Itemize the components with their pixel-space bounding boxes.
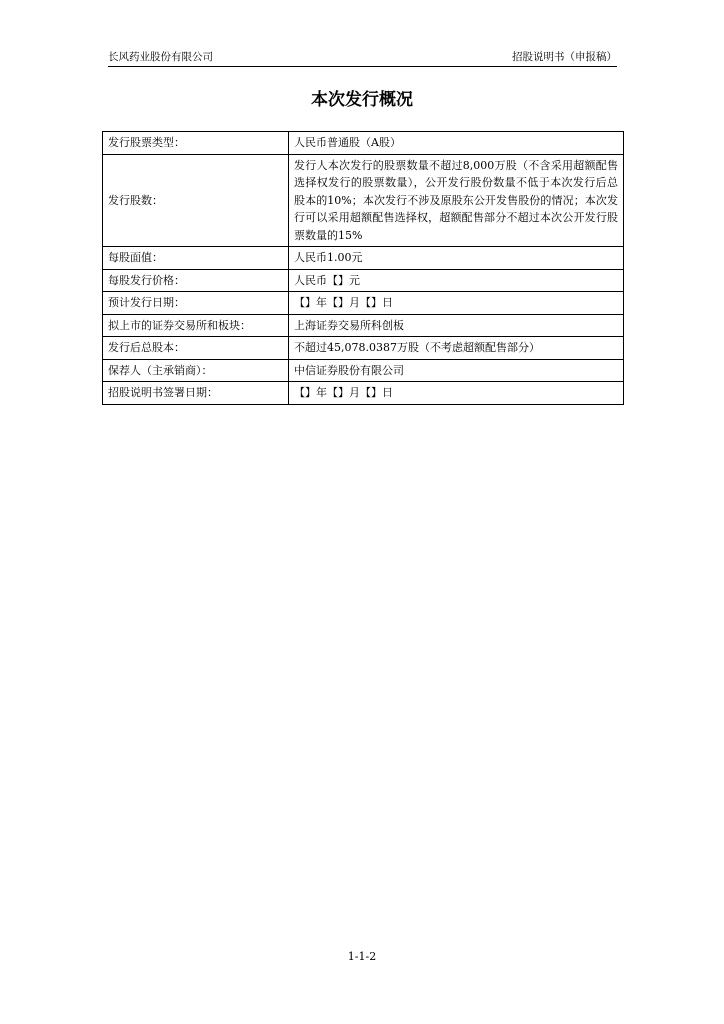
row-label: 每股发行价格： xyxy=(103,269,289,292)
row-value: 上海证券交易所科创板 xyxy=(289,314,624,337)
row-label: 预计发行日期： xyxy=(103,292,289,315)
row-value: 【】年【】月【】日 xyxy=(289,292,624,315)
page-number: 1-1-2 xyxy=(347,950,377,963)
row-label: 发行后总股本： xyxy=(103,337,289,360)
table-row-stock-type xyxy=(103,132,624,155)
table-row-listing-exchange xyxy=(103,314,624,337)
row-label: 拟上市的证券交易所和板块： xyxy=(103,314,289,337)
row-value: 人民币1.00元 xyxy=(289,247,624,270)
header-document-type: 招股说明书（申报稿） xyxy=(512,51,617,63)
table-row-total-shares xyxy=(103,337,624,360)
row-value: 【】年【】月【】日 xyxy=(289,382,624,405)
row-label: 发行股票类型： xyxy=(103,132,289,155)
row-value: 人民币【】元 xyxy=(289,269,624,292)
header-company-name: 长风药业股份有限公司 xyxy=(108,51,213,63)
row-value: 不超过45,078.0387万股（不考虑超额配售部分） xyxy=(289,337,624,360)
row-label: 招股说明书签署日期： xyxy=(103,382,289,405)
offering-overview-table xyxy=(102,131,624,405)
row-label: 保荐人（主承销商）： xyxy=(103,359,289,382)
page-title: 本次发行概况 xyxy=(311,90,413,110)
row-label: 每股面值： xyxy=(103,247,289,270)
row-value: 人民币普通股（A股） xyxy=(289,132,624,155)
table-row-par-value xyxy=(103,247,624,270)
table-row-issue-date xyxy=(103,292,624,315)
row-value: 中信证券股份有限公司 xyxy=(289,359,624,382)
page-header xyxy=(108,50,617,67)
table-row-signing-date xyxy=(103,382,624,405)
row-value: 发行人本次发行的股票数量不超过8,000万股（不含采用超额配售选择权发行的股票数量），公开发行股份数量不低于本次发行后总股本的10%；本次发行不涉及原股东公开发售股份的情况；本次发行可以采用超额配售选择权，超额配售部分不超过本次公开发行股票数量的15% xyxy=(289,154,624,247)
table-row-sponsor xyxy=(103,359,624,382)
row-label: 发行股数： xyxy=(103,154,289,247)
table-row-issue-price xyxy=(103,269,624,292)
table-row-share-count xyxy=(103,154,624,247)
